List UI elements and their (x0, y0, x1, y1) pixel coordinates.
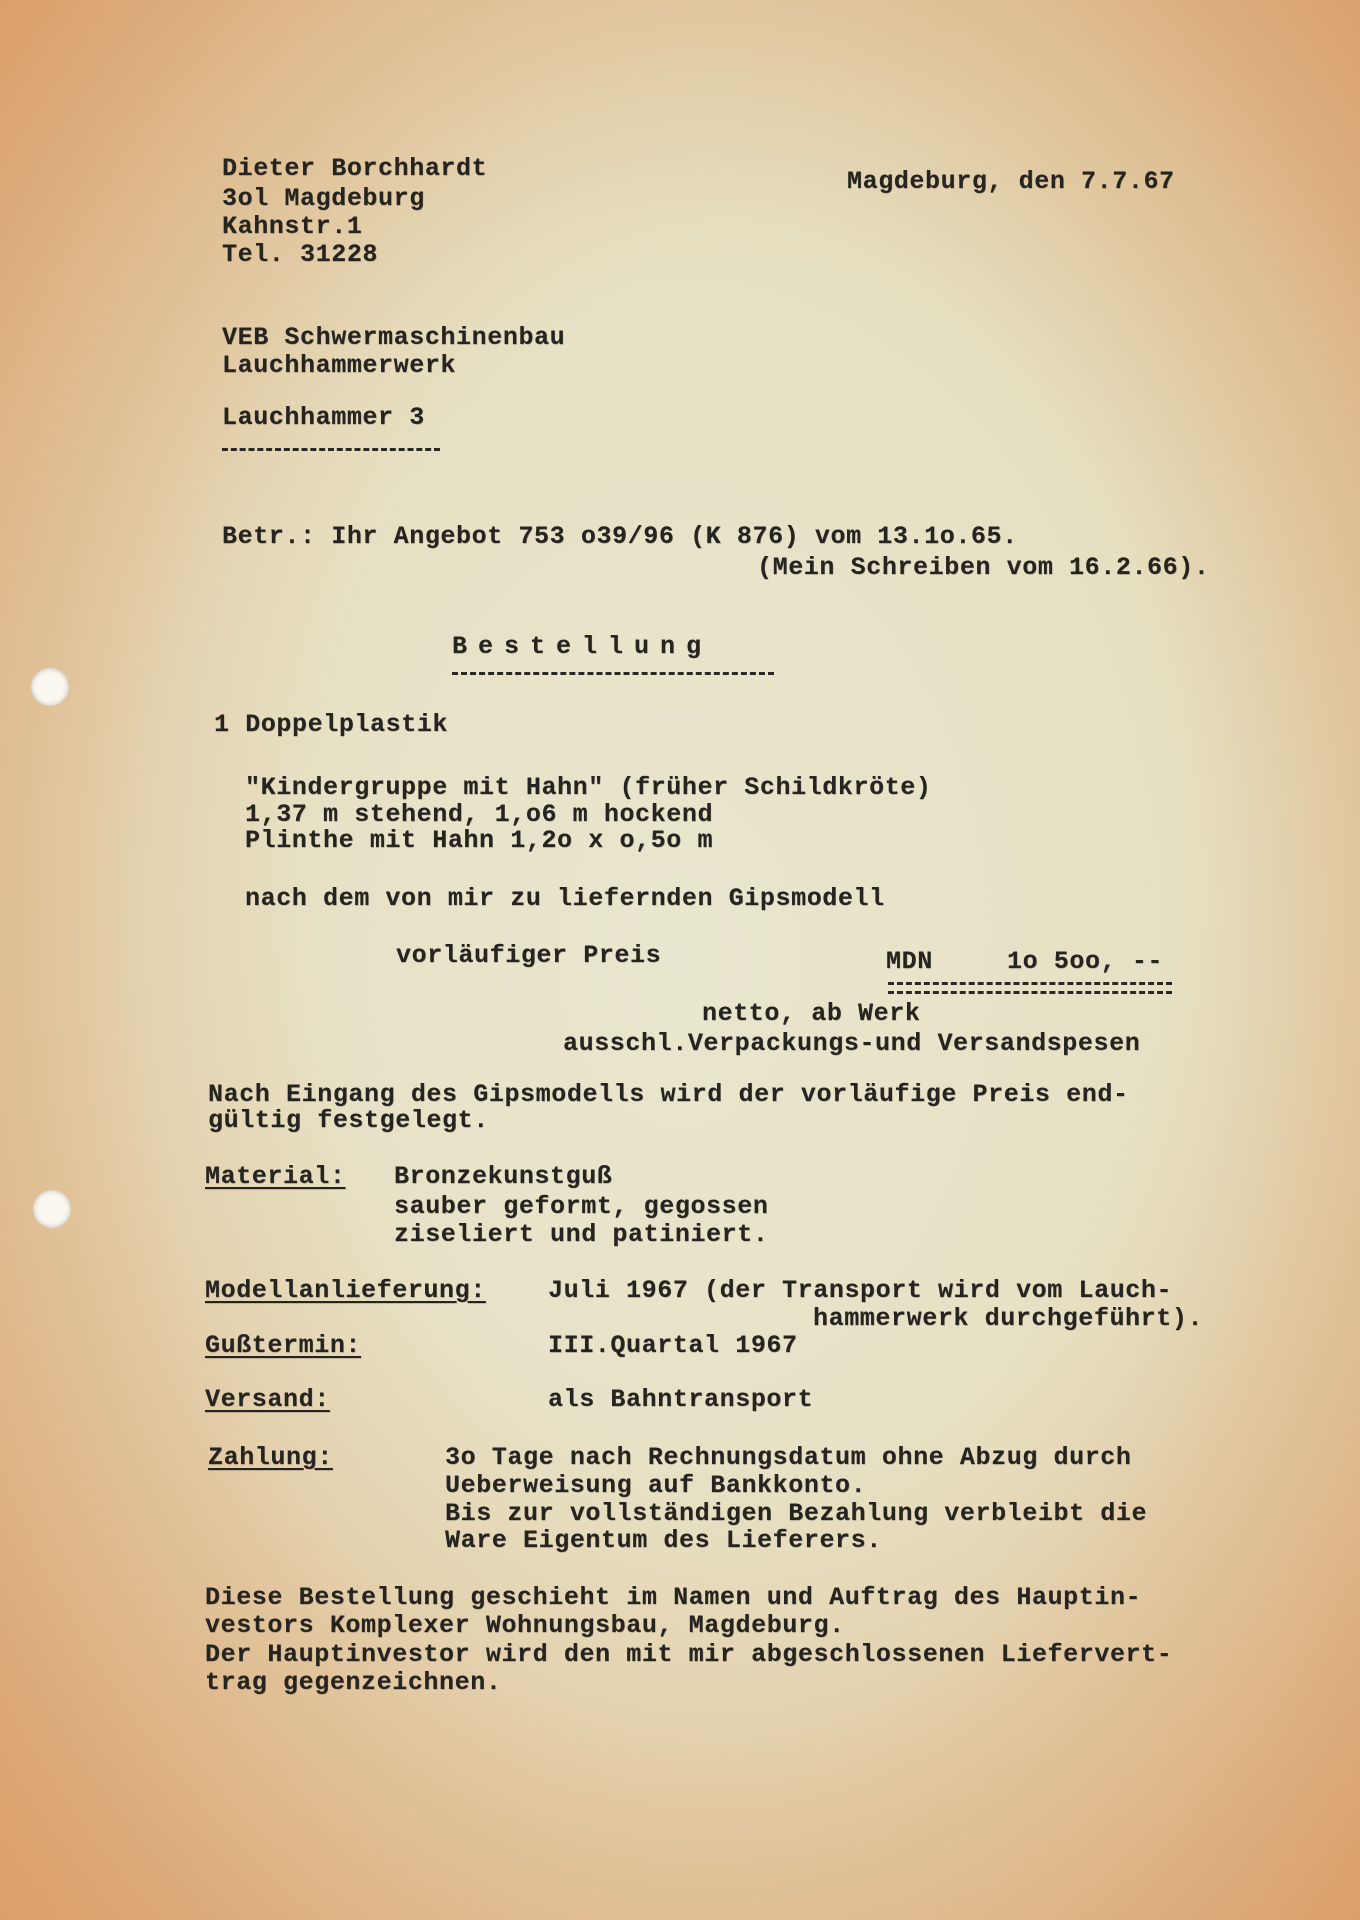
order-basis: nach dem von mir zu liefernden Gipsmodell (245, 884, 885, 913)
price-value: 1o 5oo, -- (1007, 947, 1164, 976)
price-terms2: ausschl.Verpackungs-und Versandspesen (563, 1029, 1141, 1058)
material-line1: Bronzekunstguß (394, 1162, 613, 1191)
note-line2: gültig festgelegt. (208, 1106, 489, 1135)
sender-city: 3ol Magdeburg (222, 184, 425, 213)
heading-bestellung: Bestellung (452, 632, 713, 661)
recipient-line3: Lauchhammer 3 (222, 403, 425, 432)
material-label: Material: (205, 1162, 346, 1191)
order-item: 1 Doppelplastik (214, 710, 449, 739)
heading-underline (452, 672, 774, 675)
sender-phone: Tel. 31228 (222, 240, 379, 269)
zahlung-line1: 3o Tage nach Rechnungsdatum ohne Abzug durch (445, 1443, 1132, 1472)
price-double-underline (888, 982, 1172, 994)
subject-line2: (Mein Schreiben vom 16.2.66). (757, 553, 1210, 582)
subject-line1: Betr.: Ihr Angebot 753 o39/96 (K 876) vom 13.1o.65. (222, 522, 1018, 551)
closing-line1: Diese Bestellung geschieht im Namen und Auftrag des Hauptin- (205, 1583, 1142, 1612)
guss-label: Gußtermin: (205, 1331, 362, 1360)
order-desc2: 1,37 m stehend, 1,o6 m hockend (245, 800, 714, 829)
sender-name: Dieter Borchhardt (222, 154, 488, 183)
zahlung-line2: Ueberweisung auf Bankkonto. (445, 1471, 867, 1500)
modell-line2: hammerwerk durchgeführt). (813, 1304, 1204, 1333)
sender-street: Kahnstr.1 (222, 212, 363, 241)
versand-value: als Bahntransport (548, 1385, 814, 1414)
punch-hole-top (31, 668, 69, 706)
material-line2: sauber geformt, gegossen (394, 1192, 769, 1221)
versand-label: Versand: (205, 1385, 330, 1414)
closing-line3: Der Hauptinvestor wird den mit mir abgeschlossenen Liefervert- (205, 1640, 1173, 1669)
modell-line1: Juli 1967 (der Transport wird vom Lauch- (548, 1276, 1173, 1305)
zahlung-line4: Ware Eigentum des Lieferers. (445, 1526, 882, 1555)
price-currency: MDN (886, 947, 933, 976)
order-desc1: "Kindergruppe mit Hahn" (früher Schildkröte) (245, 773, 932, 802)
closing-line4: trag gegenzeichnen. (205, 1668, 502, 1697)
closing-line2: vestors Komplexer Wohnungsbau, Magdeburg. (205, 1611, 845, 1640)
zahlung-line3: Bis zur vollständigen Bezahlung verbleibt die (445, 1499, 1148, 1528)
order-desc3: Plinthe mit Hahn 1,2o x o,5o m (245, 826, 714, 855)
recipient-underline (222, 448, 440, 451)
price-label: vorläufiger Preis (396, 941, 662, 970)
zahlung-label: Zahlung: (208, 1443, 333, 1472)
material-line3: ziseliert und patiniert. (394, 1220, 769, 1249)
price-terms1: netto, ab Werk (702, 999, 921, 1028)
recipient-line2: Lauchhammerwerk (222, 351, 457, 380)
recipient-line1: VEB Schwermaschinenbau (222, 323, 566, 352)
guss-value: III.Quartal 1967 (548, 1331, 798, 1360)
place-date: Magdeburg, den 7.7.67 (847, 167, 1175, 196)
punch-hole-bottom (33, 1190, 71, 1228)
modell-label: Modellanlieferung: (205, 1276, 486, 1305)
note-line1: Nach Eingang des Gipsmodells wird der vorläufige Preis end- (208, 1080, 1129, 1109)
